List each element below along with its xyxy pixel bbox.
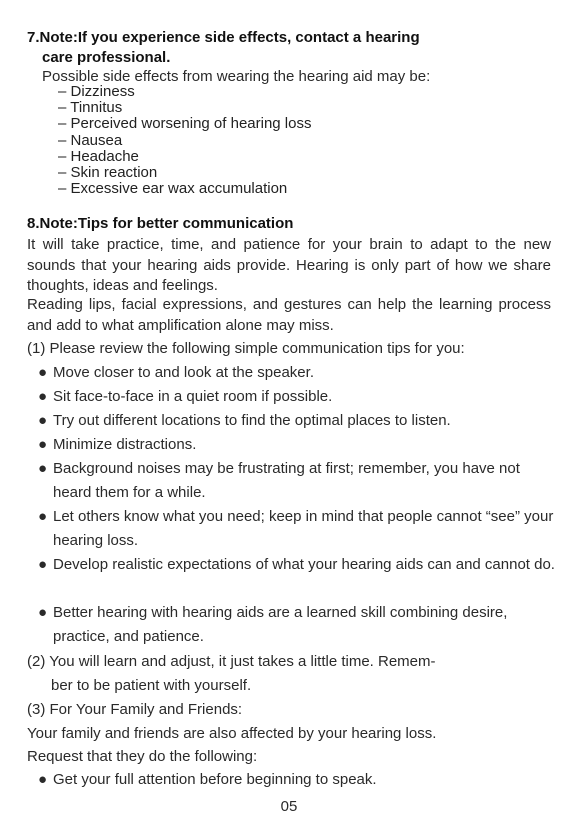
paragraph-reading-lips: Reading lips, facial expressions, and gestures can help the learning process and add to what amplification alone may miss. xyxy=(27,296,551,334)
page-number: 05 xyxy=(280,798,298,815)
section-7-title-line-1: 7.Note:If you experience side effects, contact a hearing xyxy=(27,29,420,46)
item-1-heading: (1) Please review the following simple communication tips for you: xyxy=(27,340,465,357)
section-8-title: 8.Note:Tips for better communication xyxy=(27,215,294,232)
family-request-text: Request that they do the following: xyxy=(27,748,258,765)
tip-text: Develop realistic expectations of what your hearing aids can and cannot do. xyxy=(53,556,555,573)
tip-bullet xyxy=(38,553,558,577)
tip-bullet xyxy=(38,433,558,457)
side-effect-item: – Excessive ear wax accumulation xyxy=(58,180,288,198)
bullet-dot-icon: ● xyxy=(38,364,48,381)
family-tip-text: Get your full attention before beginning to speak. xyxy=(53,771,377,788)
bullet-dot-icon: ● xyxy=(38,436,48,453)
tip-bullet xyxy=(38,385,558,409)
bullet-dot-icon: ● xyxy=(38,388,48,405)
paragraph-adapt: It will take practice, time, and patience for your brain to adapt to the new sounds that your hearing aids provide. Hearing is only part of how we share thoughts, ideas and feelings. xyxy=(27,236,551,294)
side-effects-list xyxy=(58,84,311,197)
item-3-heading: (3) For Your Family and Friends: xyxy=(27,701,243,718)
tip-text: Let others know what you need; keep in mind that people cannot “see” your hearing loss. xyxy=(53,508,554,549)
side-effect-item: – Tinnitus xyxy=(58,99,123,117)
side-effect-item: – Headache xyxy=(58,147,139,165)
tip-bullet xyxy=(38,361,558,385)
family-affected-text: Your family and friends are also affected by your hearing loss. xyxy=(27,725,437,742)
bullet-dot-icon: ● xyxy=(38,604,48,621)
tip-text: Minimize distractions. xyxy=(53,436,197,453)
tip-text: Sit face-to-face in a quiet room if possible. xyxy=(53,388,333,405)
side-effects-intro: Possible side effects from wearing the hearing aid may be: xyxy=(42,68,431,85)
tip-text: Background noises may be frustrating at first; remember, you have not heard them for a while. xyxy=(53,460,520,501)
tip-text: Better hearing with hearing aids are a learned skill combining desire, practice, and patience. xyxy=(53,604,508,645)
side-effect-item: – Dizziness xyxy=(58,83,135,100)
tip-bullet xyxy=(38,409,558,433)
item-2-line-1: (2) You will learn and adjust, it just takes a little time. Remem- xyxy=(27,653,436,670)
tip-bullet xyxy=(38,601,558,649)
tip-text: Move closer to and look at the speaker. xyxy=(53,364,314,381)
bullet-dot-icon: ● xyxy=(38,508,48,525)
tip-bullet xyxy=(38,505,558,553)
bullet-dot-icon: ● xyxy=(38,771,48,788)
bullet-dot-icon: ● xyxy=(38,412,48,429)
side-effect-item: – Perceived worsening of hearing loss xyxy=(58,115,312,133)
bullet-dot-icon: ● xyxy=(38,460,48,477)
side-effect-item: – Nausea xyxy=(58,131,123,149)
tip-bullet xyxy=(38,457,558,505)
tip-text: Try out different locations to find the optimal places to listen. xyxy=(53,412,451,429)
side-effect-item: – Skin reaction xyxy=(58,164,158,182)
family-tip-bullet xyxy=(38,768,558,792)
section-7-title-line-2: care professional. xyxy=(42,49,171,66)
bullet-dot-icon: ● xyxy=(38,556,48,573)
item-2-line-2: ber to be patient with yourself. xyxy=(51,677,252,694)
